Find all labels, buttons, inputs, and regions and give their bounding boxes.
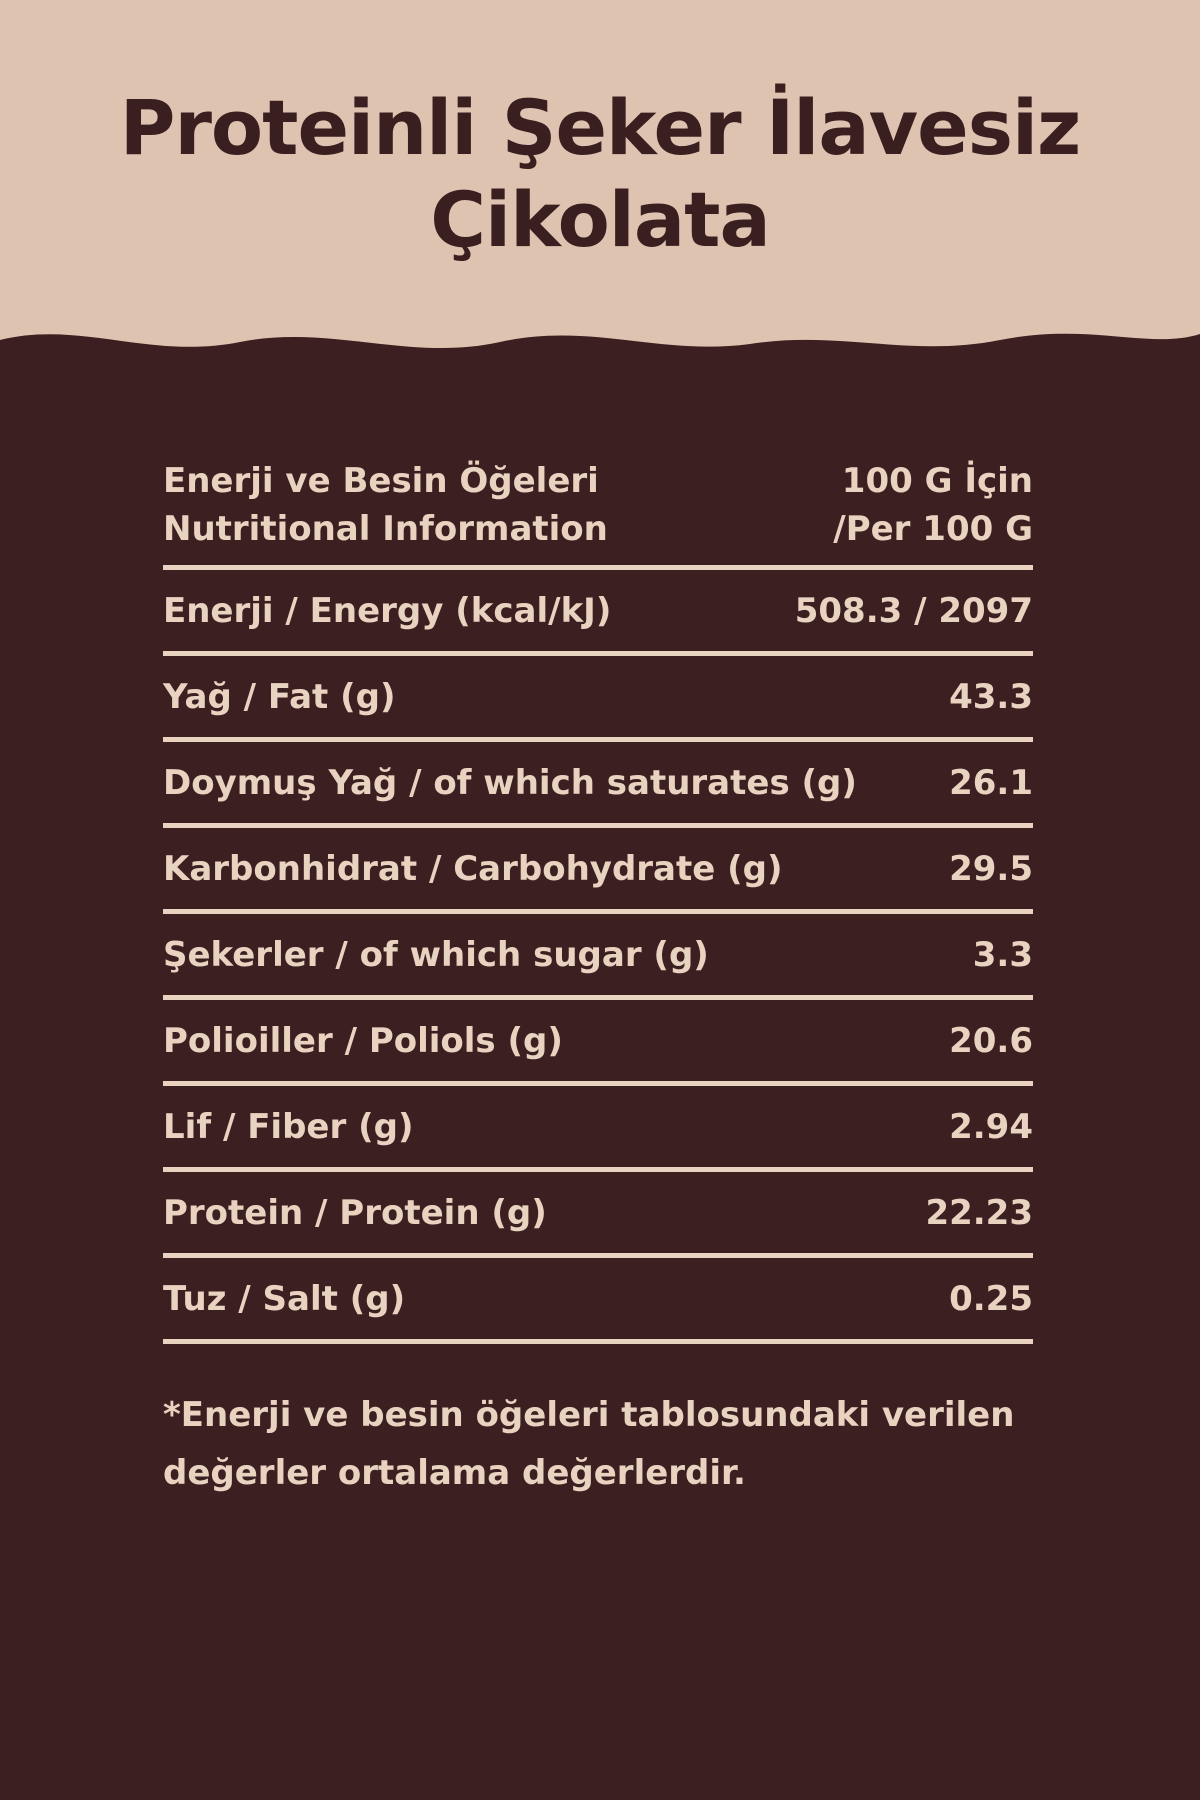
- row-label: Şekerler / of which sugar (g): [163, 934, 709, 975]
- row-label: Yağ / Fat (g): [163, 676, 396, 717]
- row-label: Tuz / Salt (g): [163, 1278, 406, 1319]
- footnote-line-2: değerler ortalama değerlerdir.: [163, 1453, 746, 1493]
- row-label: Lif / Fiber (g): [163, 1106, 414, 1147]
- title-line-1: Proteinli Şeker İlavesiz: [119, 83, 1081, 172]
- row-value: 508.3 / 2097: [794, 590, 1033, 631]
- nutrition-table: [163, 450, 1033, 1344]
- header-portion-tr: 100 G İçin: [841, 461, 1033, 501]
- row-value: 2.94: [949, 1106, 1033, 1147]
- table-row-polyols: [163, 1000, 1033, 1086]
- table-row-sugar: [163, 914, 1033, 1000]
- footnote: [163, 1386, 1063, 1502]
- row-label: Doymuş Yağ / of which saturates (g): [163, 762, 857, 803]
- header-label: [163, 457, 608, 553]
- header-portion-en: /Per 100 G: [833, 509, 1033, 549]
- row-value: 0.25: [949, 1278, 1033, 1319]
- row-value: 22.23: [925, 1192, 1033, 1233]
- table-row-protein: [163, 1172, 1033, 1258]
- footnote-line-1: *Enerji ve besin öğeleri tablosundaki verilen: [163, 1395, 1015, 1435]
- table-row-saturates: [163, 742, 1033, 828]
- row-value: 26.1: [949, 762, 1033, 803]
- table-row-fiber: [163, 1086, 1033, 1172]
- table-row-salt: [163, 1258, 1033, 1344]
- row-value: 20.6: [949, 1020, 1033, 1061]
- row-label: Protein / Protein (g): [163, 1192, 547, 1233]
- row-label: Enerji / Energy (kcal/kJ): [163, 590, 612, 631]
- table-row-carbohydrate: [163, 828, 1033, 914]
- header-label-en: Nutritional Information: [163, 509, 608, 549]
- product-title: [0, 82, 1200, 266]
- row-value: 3.3: [972, 934, 1033, 975]
- row-label: Polioiller / Poliols (g): [163, 1020, 563, 1061]
- header-label-tr: Enerji ve Besin Öğeleri: [163, 461, 599, 501]
- table-row-fat: [163, 656, 1033, 742]
- row-value: 43.3: [949, 676, 1033, 717]
- header-portion: [833, 457, 1033, 553]
- title-line-2: Çikolata: [430, 175, 770, 264]
- table-row-energy: [163, 570, 1033, 656]
- wave-divider: [0, 320, 1200, 380]
- table-header: [163, 450, 1033, 570]
- row-label: Karbonhidrat / Carbohydrate (g): [163, 848, 783, 889]
- row-value: 29.5: [949, 848, 1033, 889]
